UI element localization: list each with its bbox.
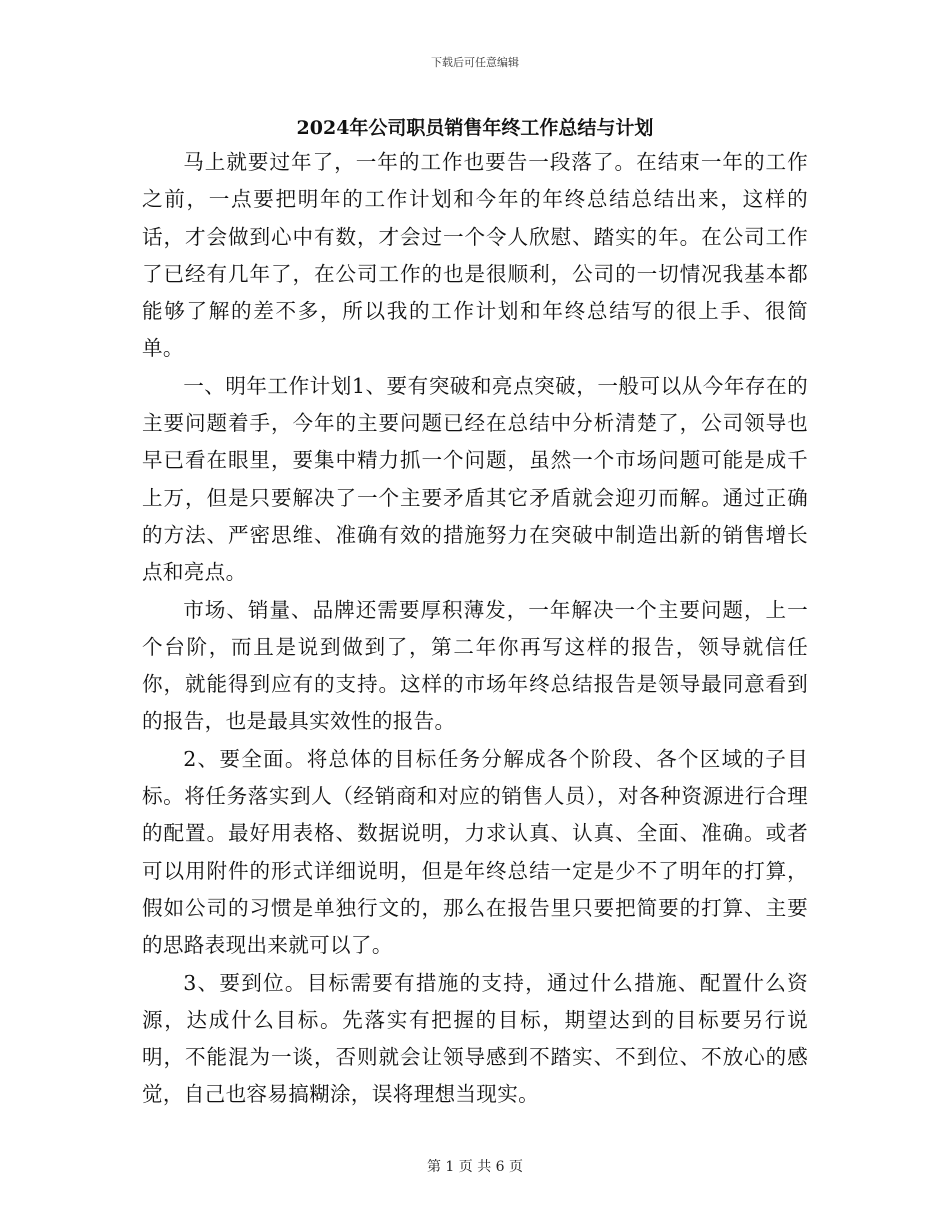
paragraph-intro: 马上就要过年了，一年的工作也要告一段落了。在结束一年的工作之前，一点要把明年的工作计划和今年的年终总结总结出来，这样的话，才会做到心中有数，才会过一个令人欣慰、踏实的年。在公司工作了已经有几年了，在公司工作的也是很顺利，公司的一切情况我基本都能够了解的差不多，所以我的工作计划和年终总结写的很上手、很简单。: [142, 150, 808, 361]
paragraph-market: 市场、销量、品牌还需要厚积薄发，一年解决一个主要问题，上一个台阶，而且是说到做到了，第二年你再写这样的报告，领导就信任你，就能得到应有的支持。这样的市场年终总结报告是领导最同意看到的报告，也是最具实效性的报告。: [142, 597, 808, 734]
page-header-note: 下载后可任意编辑: [431, 56, 519, 69]
document-title: 2024年公司职员销售年终工作总结与计划: [296, 117, 654, 139]
document-body: [142, 144, 808, 1114]
paragraph-plan-breakthrough: 一、明年工作计划1、要有突破和亮点突破，一般可以从今年存在的主要问题着手，今年的主要问题已经在总结中分析清楚了，公司领导也早已看在眼里，要集中精力抓一个问题，虽然一个市场问题可能是成千上万，但是只要解决了一个主要矛盾其它矛盾就会迎刃而解。通过正确的方法、严密思维、准确有效的措施努力在突破中制造出新的销售增长点和亮点。: [142, 373, 808, 585]
page-footer-indicator: 第 1 页 共 6 页: [426, 1159, 524, 1175]
paragraph-comprehensive: 2、要全面。将总体的目标任务分解成各个阶段、各个区域的子目标。将任务落实到人（经销商和对应的销售人员），对各种资源进行合理的配置。最好用表格、数据说明，力求认真、认真、全面、准确。或者可以用附件的形式详细说明，但是年终总结一定是少不了明年的打算，假如公司的习惯是单独行文的，那么在报告里只要把简要的打算、主要的思路表现出来就可以了。: [142, 746, 808, 958]
paragraph-in-place: 3、要到位。目标需要有措施的支持，通过什么措施、配置什么资源，达成什么目标。先落实有把握的目标，期望达到的目标要另行说明，不能混为一谈，否则就会让领导感到不踏实、不到位、不放心的感觉，自己也容易搞糊涂，误将理想当现实。: [142, 970, 808, 1107]
